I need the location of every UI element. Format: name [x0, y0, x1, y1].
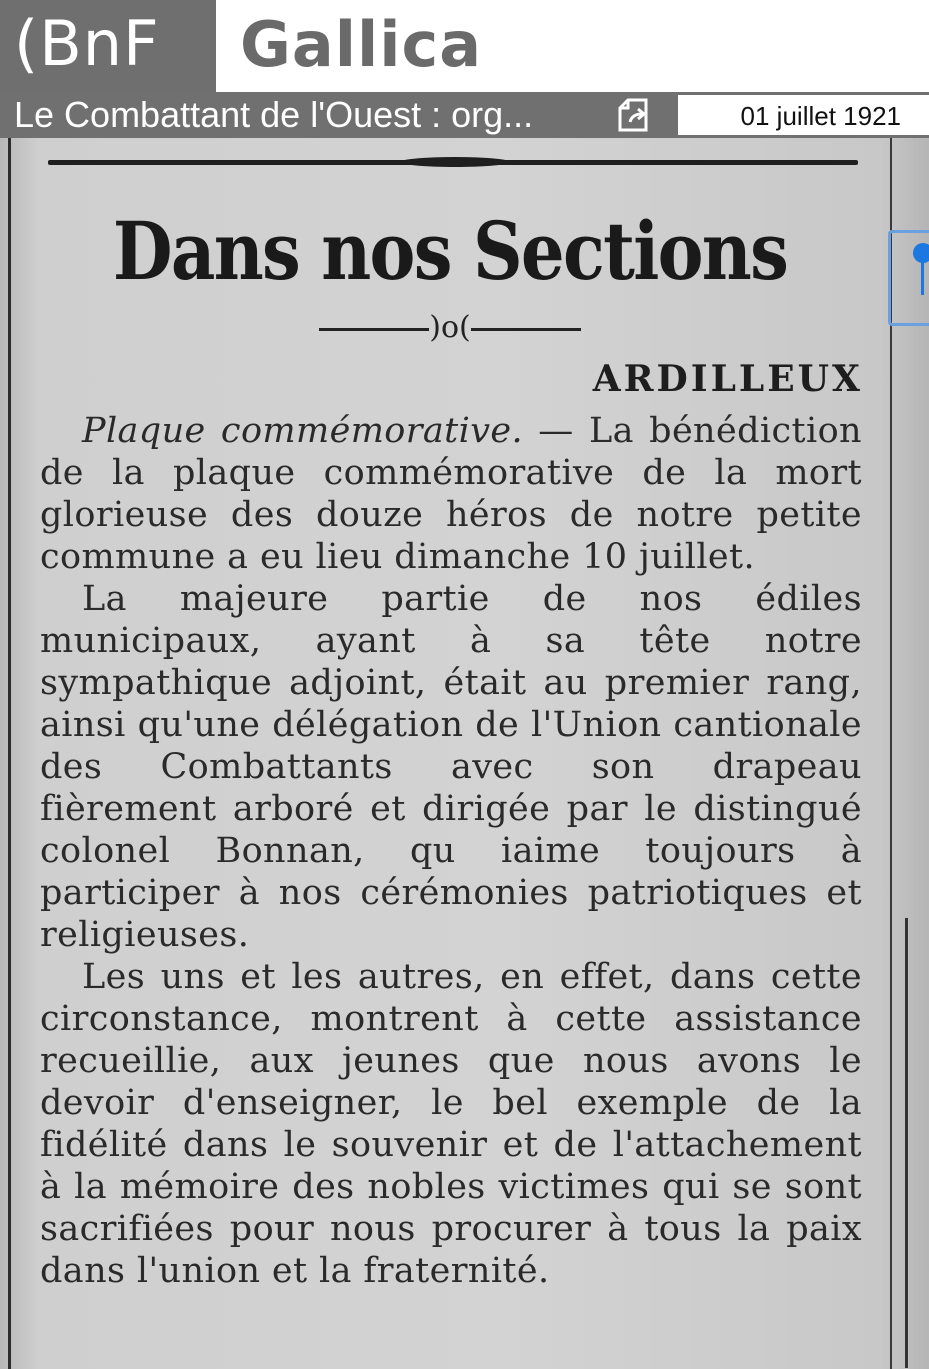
- column-border-left: [8, 138, 11, 1369]
- issue-date[interactable]: 01 juillet 1921: [678, 95, 929, 135]
- article-headline: Dans nos Sections: [112, 204, 788, 298]
- top-rule-ornament: [400, 157, 510, 167]
- document-title[interactable]: Le Combattant de l'Ouest : org...: [14, 94, 534, 135]
- paragraph-lead: Plaque commémorative.: [82, 411, 524, 451]
- top-bar: [0, 0, 929, 92]
- share-button[interactable]: [610, 96, 656, 134]
- adjacent-column-border: [905, 918, 908, 1368]
- article-paragraph: Les uns et les autres, en effet, dans cette circonstance, montrent à cette assistance recueillie, aux jeunes que nous avons le devoir d'enseigner, le bel exemple de la fidélité dans le souvenir et de l'attachement à la mémoire des nobles victimes qui se sont sacrifiées pour nous procurer à tous la paix dans l'union et la fraternité.: [40, 957, 862, 1291]
- share-page-icon: [614, 96, 652, 134]
- newspaper-page-scan[interactable]: [0, 138, 929, 1369]
- paragraph-text: — La bénédiction de la plaque commémorative de la mort glorieuse des douze héros de notre petite commune a eu lieu dimanche 10 juillet.: [40, 411, 862, 577]
- divider-ornament: )o(: [429, 310, 471, 345]
- bookmark-tab[interactable]: [888, 230, 929, 326]
- section-heading: ARDILLEUX: [592, 358, 863, 400]
- divider-dash-left: [319, 328, 429, 331]
- gallica-brand[interactable]: Gallica: [240, 8, 483, 81]
- divider-dash-right: [471, 328, 581, 331]
- article-paragraph: La majeure partie de nos édiles municipaux, ayant à sa tête notre sympathique adjoint, était au premier rang, ainsi qu'une délégation de l'Union cantionale des Combattants avec son drapeau fièrement arboré et dirigée par le distingué colonel Bonnan, qu iaime toujours à participer à nos cérémonies patriotiques et religieuses.: [40, 579, 862, 955]
- pin-stem: [921, 257, 924, 295]
- article-body: [40, 410, 862, 1292]
- headline-divider: [305, 310, 595, 345]
- bnf-logo[interactable]: (BnF: [0, 0, 216, 92]
- document-bar: [0, 92, 929, 138]
- article-paragraph: [40, 410, 862, 578]
